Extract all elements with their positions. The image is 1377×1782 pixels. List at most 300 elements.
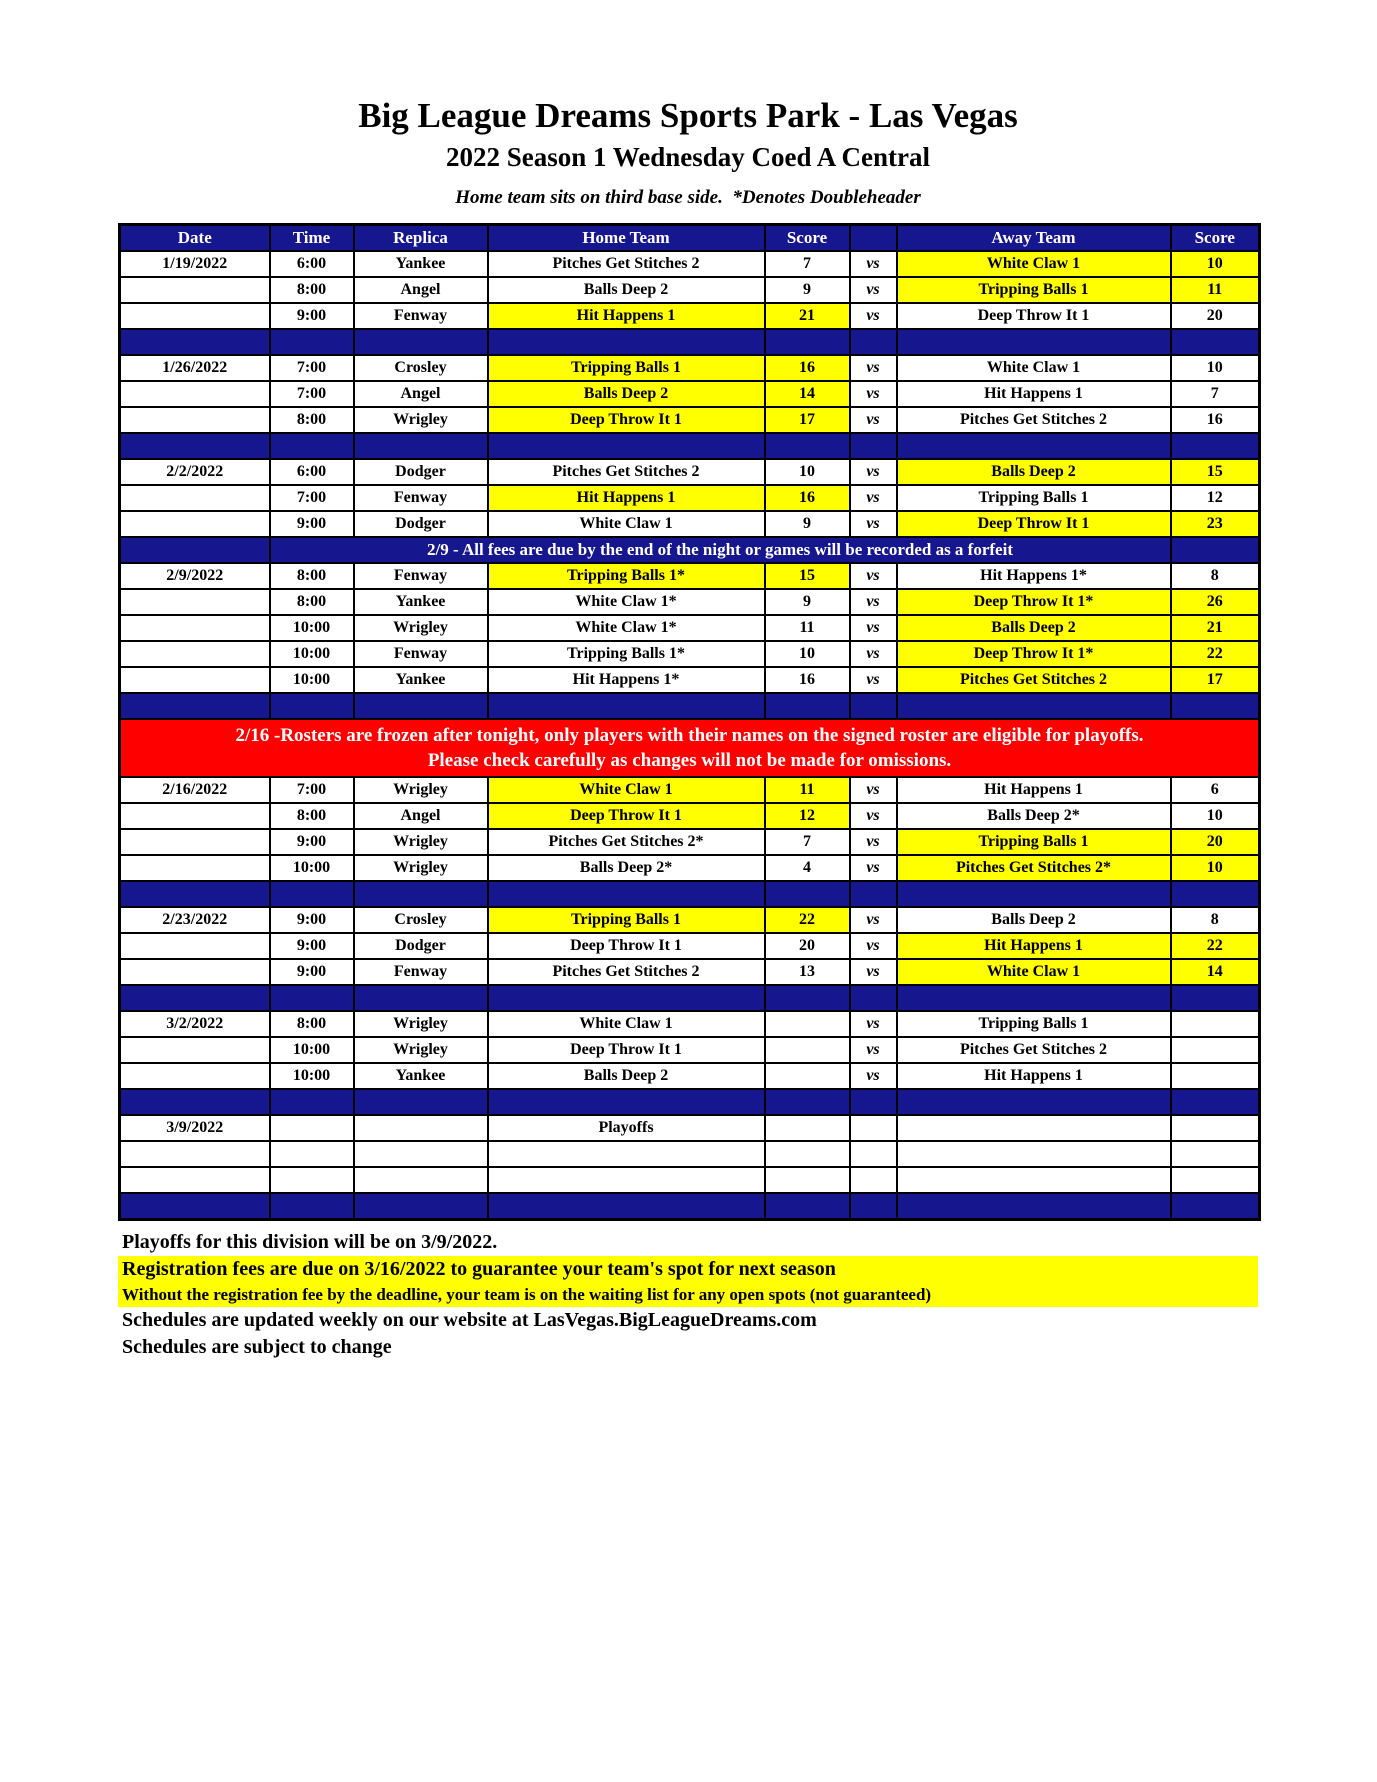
spacer-cell [897,1193,1171,1220]
away-score-cell: 21 [1171,615,1260,641]
game-row [120,615,1260,641]
time-cell: 9:00 [270,959,354,985]
home-score-cell: 14 [765,381,850,407]
time-cell: 9:00 [270,829,354,855]
replica-cell: Angel [354,803,488,829]
spacer-cell [850,433,897,459]
home-team-cell: Hit Happens 1 [488,485,765,511]
away-team-cell: White Claw 1 [897,355,1171,381]
game-row [120,959,1260,985]
away-team-cell: Balls Deep 2 [897,459,1171,485]
time-cell: 8:00 [270,277,354,303]
spacer-cell [765,1089,850,1115]
spacer-cell [1171,329,1260,355]
away-team-cell [897,1115,1171,1141]
date-cell: 2/23/2022 [120,907,270,933]
spacer-row [120,693,1260,719]
date-cell [120,803,270,829]
replica-cell [354,1115,488,1141]
note-left-cell [120,537,270,563]
spacer-cell [354,693,488,719]
spacer-row [120,1089,1260,1115]
home-score-cell: 9 [765,277,850,303]
empty-cell [120,1141,270,1167]
replica-cell: Crosley [354,907,488,933]
schedule-table [118,223,1261,1221]
spacer-cell [488,985,765,1011]
spacer-cell [354,433,488,459]
date-cell [120,641,270,667]
fee-note-row [120,537,1260,563]
date-cell: 3/2/2022 [120,1011,270,1037]
home-team-cell: White Claw 1 [488,511,765,537]
away-score-cell: 26 [1171,589,1260,615]
empty-cell [765,1167,850,1193]
home-team-cell: Deep Throw It 1 [488,407,765,433]
game-row [120,777,1260,803]
replica-cell: Yankee [354,589,488,615]
home-team-cell: Tripping Balls 1* [488,563,765,589]
replica-cell: Angel [354,381,488,407]
vs-cell: vs [850,303,897,329]
vs-cell: vs [850,381,897,407]
spacer-cell [120,693,270,719]
replica-cell: Fenway [354,959,488,985]
time-cell: 8:00 [270,407,354,433]
change-note: Schedules are subject to change [122,1336,392,1358]
home-team-cell: Balls Deep 2* [488,855,765,881]
time-cell: 10:00 [270,641,354,667]
home-team-cell: Pitches Get Stitches 2 [488,251,765,277]
spacer-cell [270,693,354,719]
website-note: Schedules are updated weekly on our website at LasVegas.BigLeagueDreams.com [122,1309,817,1331]
date-cell [120,303,270,329]
replica-cell: Fenway [354,563,488,589]
game-row [120,803,1260,829]
replica-cell: Wrigley [354,829,488,855]
game-row [120,667,1260,693]
away-score-cell: 22 [1171,641,1260,667]
spacer-cell [270,881,354,907]
date-cell [120,1037,270,1063]
replica-cell: Wrigley [354,1011,488,1037]
time-cell: 8:00 [270,563,354,589]
time-cell: 7:00 [270,381,354,407]
empty-cell [120,1167,270,1193]
playoffs-note: Playoffs for this division will be on 3/9/2022. [122,1231,498,1253]
away-score-cell [1171,1037,1260,1063]
spacer-cell [850,881,897,907]
spacer-cell [354,1193,488,1220]
home-score-cell: 15 [765,563,850,589]
time-cell: 7:00 [270,777,354,803]
home-team-cell: Tripping Balls 1 [488,907,765,933]
spacer-cell [850,693,897,719]
time-cell: 9:00 [270,511,354,537]
game-row [120,459,1260,485]
spacer-cell [354,1089,488,1115]
vs-cell [850,1115,897,1141]
replica-cell: Dodger [354,459,488,485]
date-cell [120,933,270,959]
home-team-cell: Pitches Get Stitches 2 [488,959,765,985]
spacer-cell [120,433,270,459]
spacer-cell [1171,693,1260,719]
vs-cell: vs [850,563,897,589]
spacer-row [120,1193,1260,1220]
empty-cell [1171,1141,1260,1167]
replica-cell: Crosley [354,355,488,381]
replica-cell: Wrigley [354,855,488,881]
away-team-cell: Tripping Balls 1 [897,829,1171,855]
replica-cell: Yankee [354,667,488,693]
game-row [120,563,1260,589]
time-cell: 8:00 [270,803,354,829]
home-score-cell: 20 [765,933,850,959]
replica-cell: Fenway [354,485,488,511]
away-score-cell: 8 [1171,563,1260,589]
time-cell: 8:00 [270,589,354,615]
header-home-team: Home Team [488,225,765,252]
empty-cell [488,1167,765,1193]
game-row [120,933,1260,959]
away-score-cell: 22 [1171,933,1260,959]
away-score-cell: 12 [1171,485,1260,511]
header-home-score: Score [765,225,850,252]
registration-note-line1: Registration fees are due on 3/16/2022 to guarantee your team's spot for next season [122,1258,836,1280]
time-cell: 7:00 [270,355,354,381]
header-date: Date [120,225,270,252]
away-score-cell [1171,1115,1260,1141]
time-cell: 8:00 [270,1011,354,1037]
registration-note-line2: Without the registration fee by the deadline, your team is on the waiting list for any open spots (not guaranteed) [122,1285,932,1304]
away-team-cell: Balls Deep 2* [897,803,1171,829]
home-team-cell: Tripping Balls 1* [488,641,765,667]
spacer-cell [850,329,897,355]
home-team-cell: Pitches Get Stitches 2* [488,829,765,855]
date-cell [120,855,270,881]
spacer-row [120,329,1260,355]
game-row [120,1037,1260,1063]
header-away-score: Score [1171,225,1260,252]
home-team-cell: White Claw 1* [488,615,765,641]
away-score-cell: 10 [1171,355,1260,381]
away-score-cell: 11 [1171,277,1260,303]
date-cell [120,667,270,693]
vs-cell: vs [850,855,897,881]
time-cell: 10:00 [270,855,354,881]
away-score-cell: 15 [1171,459,1260,485]
home-score-cell: 21 [765,303,850,329]
header-time: Time [270,225,354,252]
away-team-cell: Pitches Get Stitches 2 [897,667,1171,693]
home-score-cell: 16 [765,485,850,511]
time-cell: 9:00 [270,907,354,933]
header-row [120,225,1260,252]
away-score-cell: 14 [1171,959,1260,985]
home-team-cell: Balls Deep 2 [488,381,765,407]
spacer-cell [897,329,1171,355]
home-team-cell: Deep Throw It 1 [488,803,765,829]
spacer-cell [765,985,850,1011]
away-team-cell: Hit Happens 1 [897,933,1171,959]
replica-cell: Wrigley [354,1037,488,1063]
vs-cell: vs [850,777,897,803]
away-team-cell: White Claw 1 [897,959,1171,985]
away-score-cell: 10 [1171,855,1260,881]
home-team-cell: Deep Throw It 1 [488,933,765,959]
spacer-cell [765,693,850,719]
home-score-cell [765,1011,850,1037]
page-title: Big League Dreams Sports Park - Las Vegas [358,96,1018,135]
home-team-cell: White Claw 1 [488,777,765,803]
vs-cell: vs [850,1063,897,1089]
spacer-cell [897,693,1171,719]
game-row [120,855,1260,881]
spacer-cell [270,985,354,1011]
vs-cell: vs [850,933,897,959]
away-score-cell: 10 [1171,251,1260,277]
time-cell: 10:00 [270,615,354,641]
replica-cell: Yankee [354,251,488,277]
spacer-cell [270,1193,354,1220]
spacer-cell [765,1193,850,1220]
away-score-cell: 10 [1171,803,1260,829]
away-team-cell: Deep Throw It 1 [897,303,1171,329]
time-cell: 10:00 [270,667,354,693]
home-score-cell [765,1115,850,1141]
spacer-cell [354,881,488,907]
empty-cell [354,1141,488,1167]
vs-cell: vs [850,829,897,855]
time-cell: 7:00 [270,485,354,511]
spacer-cell [354,329,488,355]
spacer-cell [1171,881,1260,907]
spacer-cell [354,985,488,1011]
home-team-cell: Tripping Balls 1 [488,355,765,381]
away-score-cell: 7 [1171,381,1260,407]
home-score-cell: 13 [765,959,850,985]
spacer-cell [1171,1193,1260,1220]
home-team-cell: Deep Throw It 1 [488,1037,765,1063]
footer-notes [118,1229,1258,1361]
header-replica: Replica [354,225,488,252]
vs-cell: vs [850,907,897,933]
away-team-cell: Hit Happens 1* [897,563,1171,589]
away-team-cell: Pitches Get Stitches 2 [897,1037,1171,1063]
away-score-cell [1171,1011,1260,1037]
time-cell: 9:00 [270,933,354,959]
spacer-cell [765,881,850,907]
vs-cell: vs [850,1011,897,1037]
away-team-cell: Pitches Get Stitches 2 [897,407,1171,433]
date-cell [120,829,270,855]
spacer-row [120,433,1260,459]
game-row [120,303,1260,329]
banner-line-2: Please check carefully as changes will not be made for omissions. [427,750,952,771]
spacer-cell [1171,985,1260,1011]
empty-cell [765,1141,850,1167]
spacer-cell [765,433,850,459]
spacer-cell [488,693,765,719]
home-team-cell: Hit Happens 1 [488,303,765,329]
spacer-row [120,881,1260,907]
fee-note-text: 2/9 - All fees are due by the end of the night or games will be recorded as a forfeit [270,537,1171,563]
vs-cell: vs [850,667,897,693]
game-row [120,511,1260,537]
time-cell: 6:00 [270,251,354,277]
date-cell [120,959,270,985]
vs-cell: vs [850,485,897,511]
time-cell: 9:00 [270,303,354,329]
spacer-cell [897,433,1171,459]
away-team-cell: Tripping Balls 1 [897,485,1171,511]
vs-cell: vs [850,251,897,277]
empty-cell [897,1167,1171,1193]
vs-cell: vs [850,615,897,641]
header-vs [850,225,897,252]
home-team-cell: Hit Happens 1* [488,667,765,693]
vs-cell: vs [850,511,897,537]
home-score-cell: 17 [765,407,850,433]
away-team-cell: Deep Throw It 1* [897,641,1171,667]
replica-cell: Wrigley [354,615,488,641]
game-row [120,829,1260,855]
empty-cell [270,1141,354,1167]
home-score-cell: 16 [765,355,850,381]
home-score-cell: 22 [765,907,850,933]
home-score-cell: 10 [765,641,850,667]
game-row [120,407,1260,433]
empty-cell [1171,1167,1260,1193]
home-score-cell: 10 [765,459,850,485]
spacer-cell [897,1089,1171,1115]
date-cell: 2/2/2022 [120,459,270,485]
vs-cell: vs [850,589,897,615]
date-cell: 3/9/2022 [120,1115,270,1141]
away-team-cell: Hit Happens 1 [897,777,1171,803]
away-score-cell: 20 [1171,303,1260,329]
home-team-cell: Balls Deep 2 [488,277,765,303]
roster-freeze-banner-row [120,719,1260,777]
spacer-cell [488,433,765,459]
game-row [120,907,1260,933]
home-team-note: Home team sits on third base side. *Denotes Doubleheader [455,187,921,208]
date-cell [120,277,270,303]
spacer-row [120,985,1260,1011]
away-score-cell: 8 [1171,907,1260,933]
home-team-cell: White Claw 1* [488,589,765,615]
empty-cell [850,1141,897,1167]
spacer-cell [850,985,897,1011]
roster-freeze-banner [120,719,1260,777]
away-score-cell: 6 [1171,777,1260,803]
home-score-cell [765,1063,850,1089]
spacer-cell [270,433,354,459]
game-row [120,355,1260,381]
home-score-cell: 16 [765,667,850,693]
home-team-cell: Pitches Get Stitches 2 [488,459,765,485]
away-score-cell: 23 [1171,511,1260,537]
away-score-cell: 17 [1171,667,1260,693]
away-team-cell: Balls Deep 2 [897,907,1171,933]
away-team-cell: Tripping Balls 1 [897,277,1171,303]
empty-cell [488,1141,765,1167]
game-row [120,1011,1260,1037]
game-row [120,1115,1260,1141]
away-score-cell: 16 [1171,407,1260,433]
vs-cell: vs [850,1037,897,1063]
spacer-cell [120,329,270,355]
date-cell [120,1063,270,1089]
date-cell: 2/16/2022 [120,777,270,803]
date-cell [120,589,270,615]
replica-cell: Dodger [354,511,488,537]
date-cell [120,381,270,407]
away-score-cell: 20 [1171,829,1260,855]
title-block [118,0,1258,209]
home-team-cell: Playoffs [488,1115,765,1141]
spacer-cell [850,1193,897,1220]
game-row [120,1063,1260,1089]
registration-highlight-block [118,1256,1258,1307]
header-away-team: Away Team [897,225,1171,252]
vs-cell: vs [850,407,897,433]
date-cell: 2/9/2022 [120,563,270,589]
date-cell [120,407,270,433]
empty-row [120,1141,1260,1167]
home-team-cell: Balls Deep 2 [488,1063,765,1089]
spacer-cell [488,881,765,907]
time-cell: 6:00 [270,459,354,485]
date-cell [120,511,270,537]
spacer-cell [850,1089,897,1115]
time-cell: 10:00 [270,1063,354,1089]
away-team-cell: Pitches Get Stitches 2* [897,855,1171,881]
home-score-cell: 7 [765,251,850,277]
banner-line-1: 2/16 -Rosters are frozen after tonight, only players with their names on the signed roster are eligible for playoffs. [235,725,1144,746]
spacer-cell [1171,1089,1260,1115]
home-score-cell: 9 [765,511,850,537]
replica-cell: Dodger [354,933,488,959]
spacer-cell [488,1193,765,1220]
home-score-cell: 7 [765,829,850,855]
spacer-cell [120,1193,270,1220]
vs-cell: vs [850,641,897,667]
date-cell [120,615,270,641]
spacer-cell [120,1089,270,1115]
vs-cell: vs [850,277,897,303]
vs-cell: vs [850,959,897,985]
spacer-cell [120,985,270,1011]
replica-cell: Wrigley [354,407,488,433]
away-team-cell: Deep Throw It 1* [897,589,1171,615]
empty-cell [270,1167,354,1193]
time-cell [270,1115,354,1141]
spacer-cell [488,1089,765,1115]
game-row [120,277,1260,303]
game-row [120,589,1260,615]
replica-cell: Wrigley [354,777,488,803]
away-team-cell: White Claw 1 [897,251,1171,277]
away-team-cell: Deep Throw It 1 [897,511,1171,537]
home-score-cell: 9 [765,589,850,615]
away-team-cell: Hit Happens 1 [897,1063,1171,1089]
page-subtitle: 2022 Season 1 Wednesday Coed A Central [445,142,931,172]
game-row [120,381,1260,407]
empty-cell [850,1167,897,1193]
date-cell: 1/19/2022 [120,251,270,277]
